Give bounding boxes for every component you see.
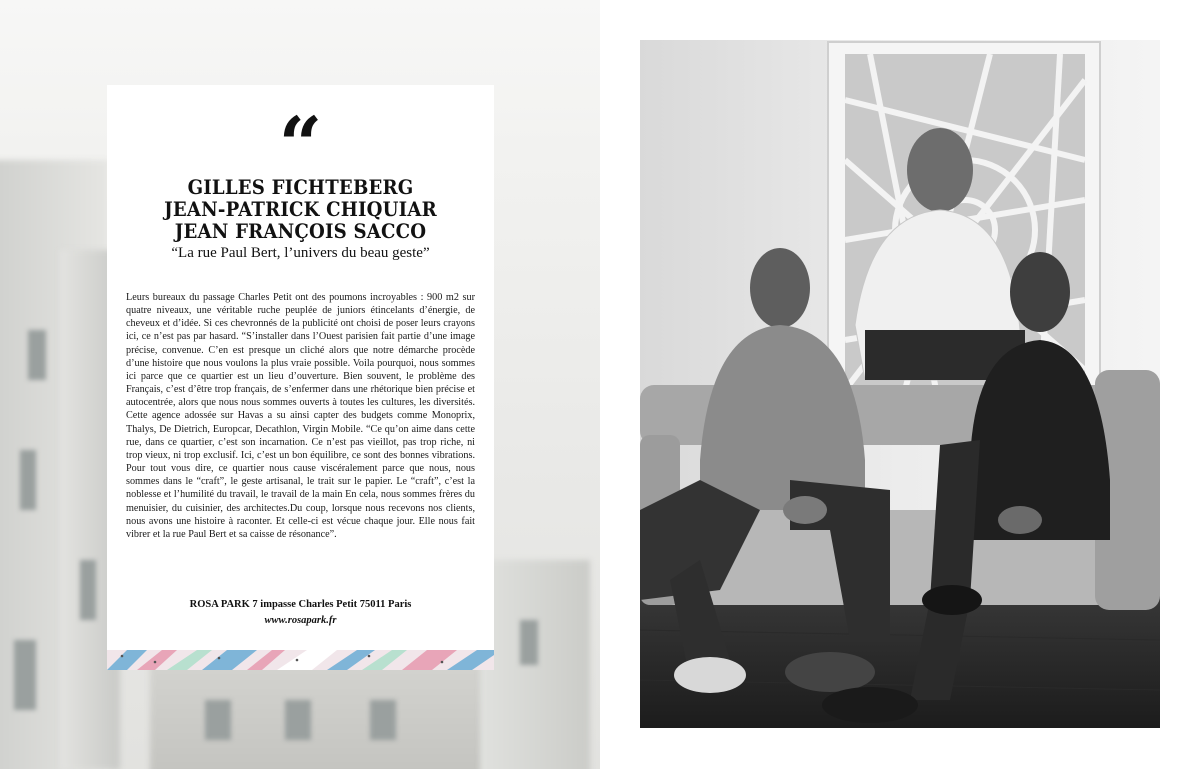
names-heading <box>107 177 494 243</box>
name-line: GILLES FICHTEBERG <box>187 176 414 199</box>
pastel-pattern-strip <box>107 650 494 670</box>
window <box>205 700 231 740</box>
quote-mark-icon: “ <box>278 100 323 189</box>
portrait-photo <box>640 40 1160 728</box>
window <box>20 450 36 510</box>
pattern-graphic <box>107 650 494 670</box>
article-body: Leurs bureaux du passage Charles Petit ont des poumons incroyables : 900 m2 sur quatre niveaux, une véritable ruche peuplée de juniors étincelants d’énergie, de cheveux et d’idée. Si ces chevronnés de la publicité ont choisi de poser leurs crayons ici, ce n’est pas par hasard. “S’installer dans l’Ouest parisien fait partie d’une image précise, convenue. C’en est presque un cliché alors que notre démarche procède d’une histoire que nous voulons la plus vraie possible. Voila pourquoi, nous sommes ici parce que ce quartier est un lieu d’ouverture. Bien souvent, le problème des Français, c’est d’être trop français, de s’enfermer dans une rhétorique bien précise et autocentrée, alors que nous nous sommes ouverts à toutes les cultures, les diversités. Cette agence adossée sur Havas a su ainsi capter des budgets comme Monoprix, Thalys, De Dietrich, Europcar, Decathlon, Virgin Mobile. “Ce qu’on aime dans cette rue, dans ce quartier, c’est son incarnation. Ce n’est pas vieillot, pas trop riche, ni trop vieux, ni trop exclusif. Ici, c’est un bon équilibre, ce sont des bonnes vibrations. Pour tout vous dire, ce quartier nous cause viscéralement parce que nous, nous sommes dans le “craft”, le geste artisanal, le trait sur le papier. Le “craft”, c’est la noblesse et l’humilité du travail, le travail de la main En cela, nous sommes frères du menuisier, du cuisinier, des architectes.Du coup, lorsque nous recevons nos clients, nous avons une histoire à raconter. Et celle-ci est vécue chaque jour. Elle nous fait vibrer et la rue Paul Bert et sa caisse de résonance”. <box>126 292 475 540</box>
window <box>370 700 396 740</box>
window <box>14 640 36 710</box>
window <box>28 330 46 380</box>
photo-graphic <box>640 40 1160 728</box>
headline-quote: “La rue Paul Bert, l’univers du beau geste” <box>171 245 430 261</box>
website-link[interactable]: www.rosapark.fr <box>264 615 337 626</box>
name-line: JEAN-PATRICK CHIQUIAR <box>164 198 437 221</box>
name-line: JEAN FRANÇOIS SACCO <box>174 220 427 243</box>
window <box>285 700 311 740</box>
address: ROSA PARK 7 impasse Charles Petit 75011 Paris <box>189 599 412 610</box>
window <box>80 560 96 620</box>
article-panel <box>107 85 494 650</box>
window <box>520 620 538 665</box>
